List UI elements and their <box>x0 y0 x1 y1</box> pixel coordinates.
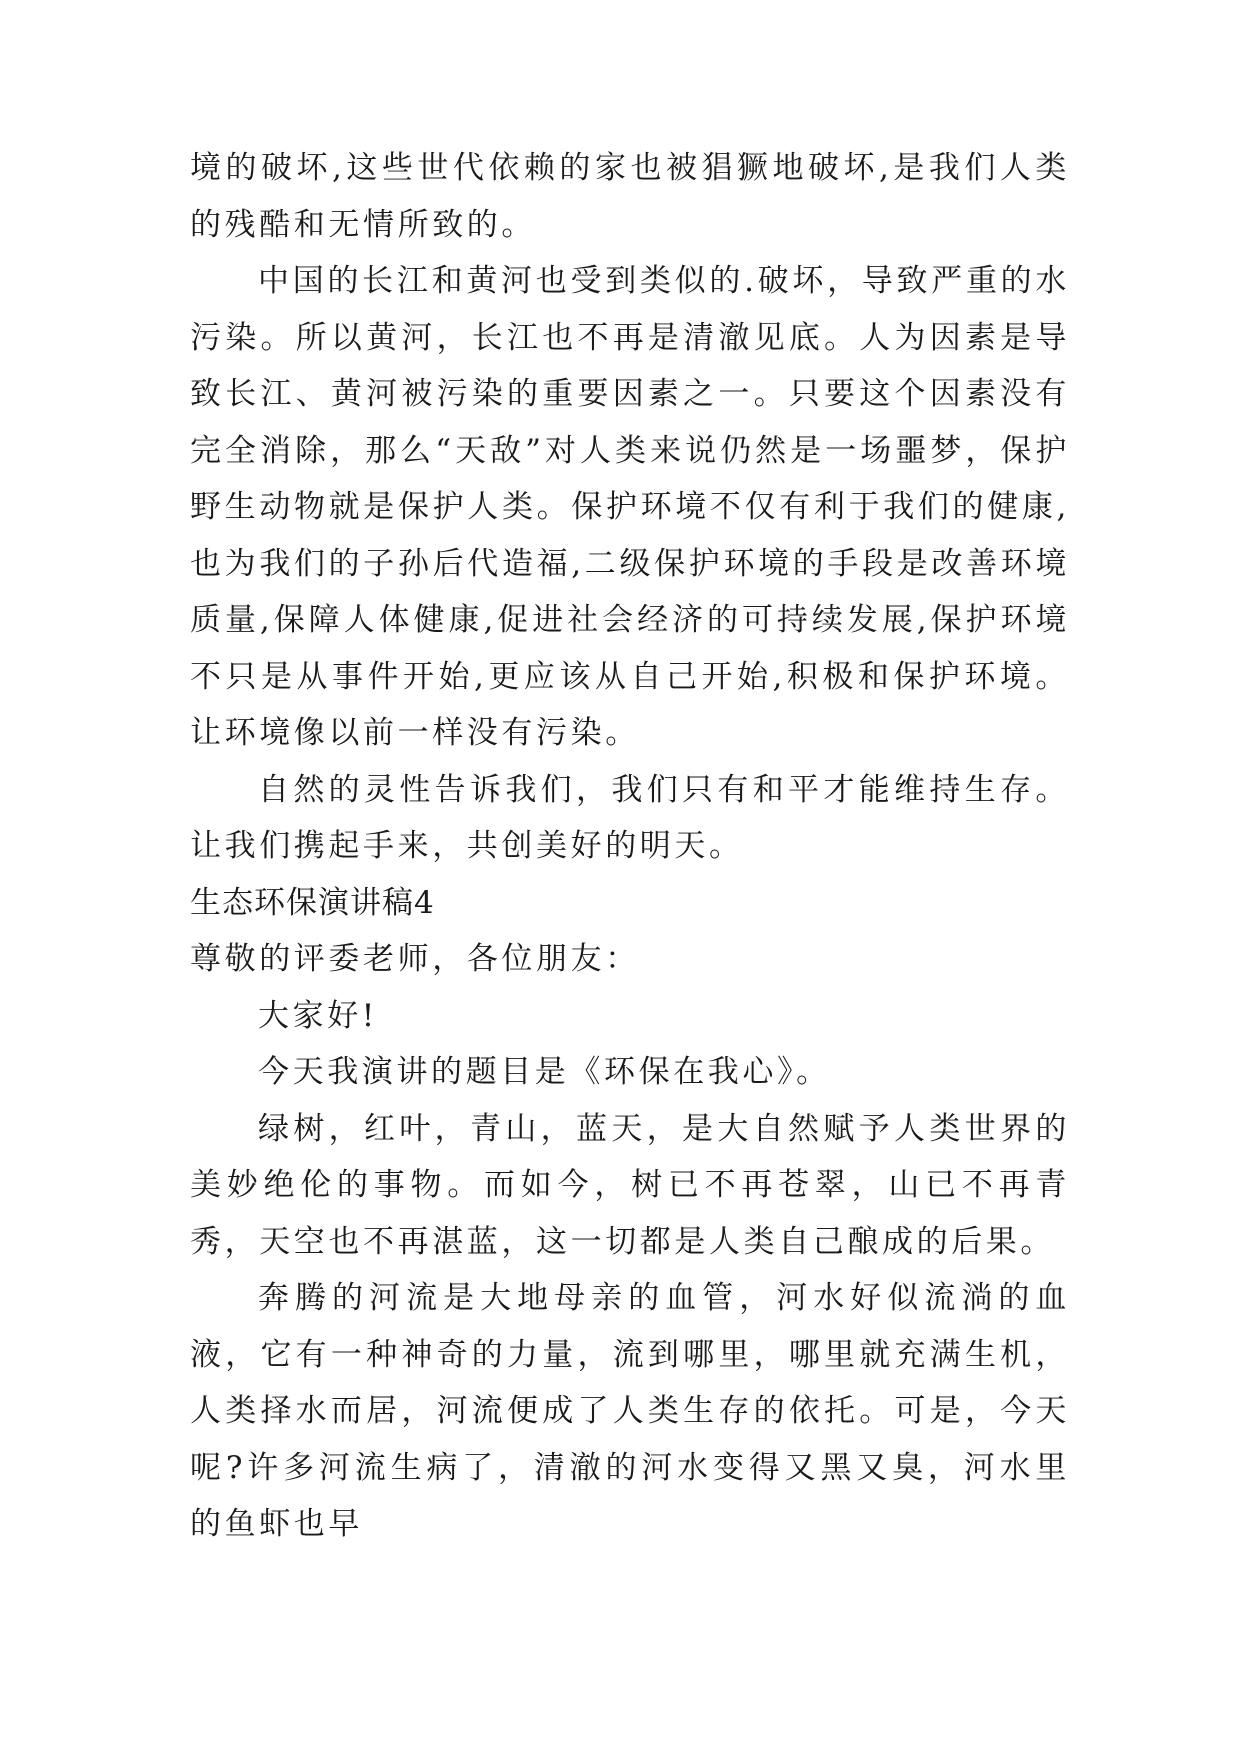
paragraph-continuation: 境的破坏,这些世代依赖的家也被猖獗地破坏,是我们人类的残酷和无情所致的。 <box>190 150 1070 243</box>
paragraph-nature: 绿树，红叶，青山，蓝天，是大自然赋予人类世界的美妙绝伦的事物。而如今，树已不再苍翠，山已不再青秀，天空也不再湛蓝，这一切都是人类自己酿成的后果。 <box>190 1110 1070 1260</box>
document-page <box>190 140 1070 1553</box>
paragraph-river-pollution: 奔腾的河流是大地母亲的血管，河水好似流淌的血液，它有一种神奇的力量，流到哪里，哪里就充满生机，人类择水而居，河流便成了人类生存的依托。可是，今天呢?许多河流生病了，清澈的河水变得又黑又臭，河水里的鱼虾也早 <box>190 1280 1070 1542</box>
greeting: 大家好! <box>258 997 378 1034</box>
section-title: 生态环保演讲稿4 <box>190 884 435 921</box>
paragraph-conclusion: 自然的灵性告诉我们，我们只有和平才能维持生存。让我们携起手来，共创美好的明天。 <box>190 771 1070 864</box>
salutation: 尊敬的评委老师，各位朋友： <box>190 941 640 977</box>
paragraph-rivers: 中国的长江和黄河也受到类似的.破坏，导致严重的水污染。所以黄河，长江也不再是清澈见底。人为因素是导致长江、黄河被污染的重要因素之一。只要这个因素没有完全消除，那么“天敌”对人类来说仍然是一场噩梦，保护野生动物就是保护人类。保护环境不仅有利于我们的健康,也为我们的子孙后代造福,二级保护环境的手段是改善环境质量,保障人体健康,促进社会经济的可持续发展,保护环境不只是从事件开始,更应该从自己开始,积极和保护环境。让环境像以前一样没有污染。 <box>190 263 1070 751</box>
speech-topic: 今天我演讲的题目是《环保在我心》。 <box>258 1054 831 1090</box>
